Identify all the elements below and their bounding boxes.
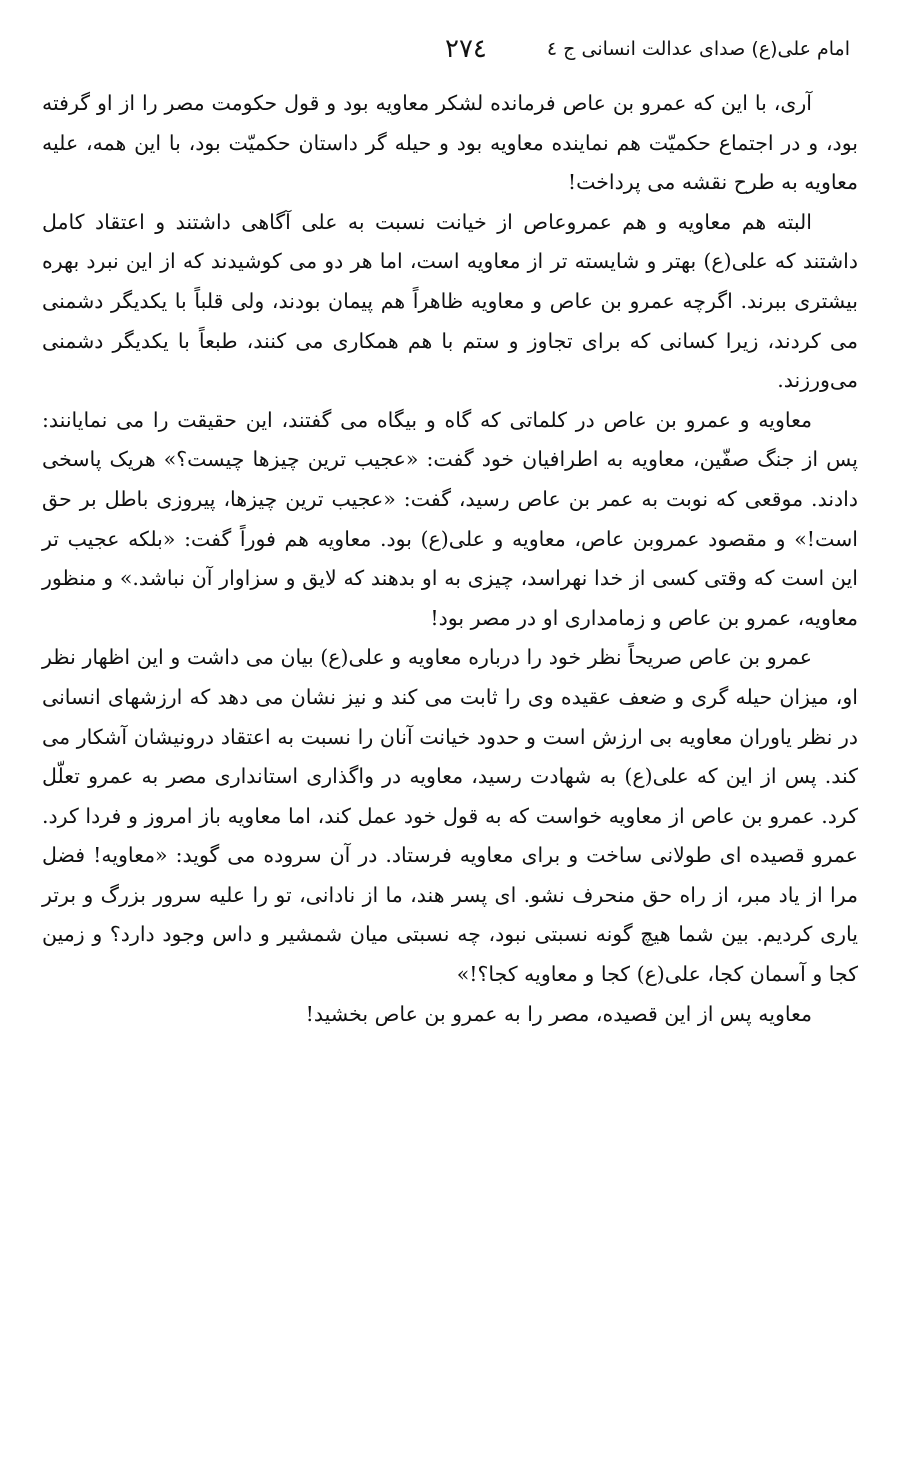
- page-number: ٢٧٤: [445, 34, 487, 64]
- running-title: امام علی(ع) صدای عدالت انسانی ج ٤: [546, 38, 850, 60]
- paragraph: آری، با این که عمرو بن عاص فرمانده لشکر معاویه بود و قول حکومت مصر را از او گرفته بود، و در اجتماع حکمیّت هم نماینده معاویه بود و حیله گر داستان حکمیّت بود، با این همه، علیه معاویه به طرح نقشه می پرداخت!: [42, 91, 858, 195]
- paragraph: معاویه و عمرو بن عاص در کلماتی که گاه و بیگاه می گفتند، این حقیقت را می نمایانند: پس از جنگ صفّین، معاویه به اطرافیان خود گفت: «عجیب ترین چیزها چیست؟» هریک پاسخی دادند. موقعی که نوبت به عمر بن عاص رسید، گفت: «عجیب ترین چیزها، پیروزی باطل بر حق است!» و مقصود عمروبن عاص، معاویه و علی(ع) بود. معاویه هم فوراً گفت: «بلکه عجیب تر این است که وقتی کسی از خدا نهراسد، چیزی به او بدهند که لایق و سزاوار آن نباشد.» و منظور معاویه، عمرو بن عاص و زمامداری او در مصر بود!: [42, 407, 858, 630]
- paragraph: معاویه پس از این قصیده، مصر را به عمرو بن عاص بخشید!: [305, 1001, 812, 1026]
- body-text: [42, 84, 858, 1034]
- paragraph: عمرو بن عاص صریحاً نظر خود را درباره معاویه و علی(ع) بیان می داشت و این اظهار نظر او، میزان حیله گری و ضعف عقیده وی را ثابت می کند و نیز نشان می دهد که ارزشهای انسانی در نظر یاوران معاویه بی ارزش است و حدود خیانت آنان را نسبت به اعتقاد درونیشان آشکار می کند. پس از این که علی(ع) به شهادت رسید، معاویه در واگذاری استانداری مصر به عمرو تعلّل کرد. عمرو بن عاص از معاویه خواست که به قول خود عمل کند، اما معاویه باز امروز و فردا کرد. عمرو قصیده ای طولانی ساخت و برای معاویه فرستاد. در آن سروده می گوید: «معاویه! فضل مرا از یاد مبر، از راه حق منحرف نشو. ای پسر هند، ما از نادانی، تو را علیه سرور بزرگ و برتر یاری کردیم. بین شما هیچ گونه نسبتی نبود، چه نسبتی میان شمشیر و داس وجود دارد؟ و زمین کجا و آسمان کجا، علی(ع) کجا و معاویه کجا؟!»: [42, 645, 858, 987]
- paragraph: البته هم معاویه و هم عمروعاص از خیانت نسبت به علی آگاهی داشتند و اعتقاد کامل داشتند که علی(ع) بهتر و شایسته تر از معاویه است، اما هر دو می کوشیدند که از این نبرد بهره بیشتری ببرند. اگرچه عمرو بن عاص و معاویه ظاهراً هم پیمان بودند، ولی قلباً با یکدیگر دشمنی می کردند، زیرا کسانی که برای تجاوز و ستم با هم همکاری می کنند، طبعاً با یکدیگر دشمنی می‌ورزند.: [42, 209, 858, 393]
- page-header: [40, 34, 860, 74]
